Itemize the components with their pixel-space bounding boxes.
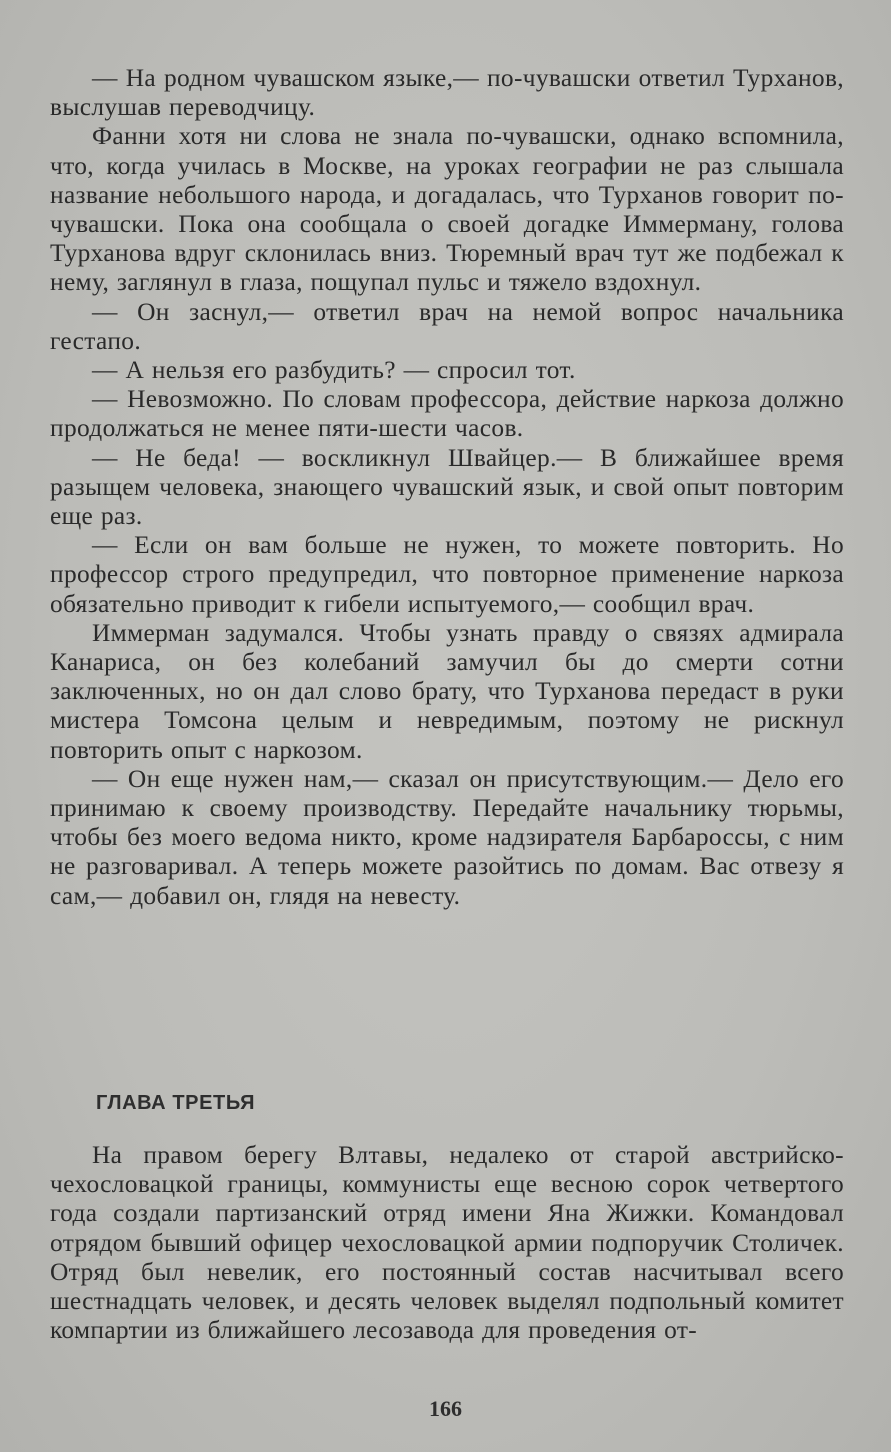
chapter-text-block <box>50 1141 844 1345</box>
paragraph: — А нельзя его разбудить? — спросил тот. <box>92 356 576 385</box>
paragraph: — Не беда! — воскликнул Швайцер.— В ближайшее время разыщем человека, знающего чувашский язык, и свой опыт повторим еще раз. <box>50 443 844 531</box>
paragraph: — На родном чувашском языке,— по-чувашски ответил Турханов, выслушав переводчицу. <box>50 64 844 122</box>
paragraph: На правом берегу Влтавы, недалеко от старой австрийско-чехословацкой границы, коммунисты еще весною сорок четвертого года создали партизанский отряд имени Яна Жижки. Командовал отрядом бывший офицер чехословацкой армии подпоручик Столичек. Отряд был невелик, его постоянный состав насчитывал всего шестнадцать человек, и десять человек выделял подпольный комитет компартии из ближайшего лесозавода для проведения от- <box>50 1141 844 1345</box>
main-text-block <box>50 64 844 911</box>
paragraph: — Если он вам больше не нужен, то можете повторить. Но профессор строго предупредил, что повторное применение наркоза обязательно приводит к гибели испытуемого,— сообщил врач. <box>50 531 844 618</box>
paragraph: Фанни хотя ни слова не знала по-чувашски, однако вспомнила, что, когда училась в Москве, на уроках географии не раз слышала название небольшого народа, и догадалась, что Турханов говорит по-чувашски. Пока она сообщала о своей догадке Иммерману, голова Турханова вдруг склонилась вниз. Тюремный врач тут же подбежал к нему, заглянул в глаза, пощупал пульс и тяжело вздохнул. <box>50 122 844 297</box>
paragraph: — Невозможно. По словам профессора, действие наркоза должно продолжаться не менее пяти-шести часов. <box>50 385 844 443</box>
paragraph: Иммерман задумался. Чтобы узнать правду о связях адмирала Канариса, он без колебаний замучил бы до смерти сотни заключенных, но он дал слово брату, что Турханова передаст в руки мистера Томсона целым и невредимым, поэтому не рискнул повторить опыт с наркозом. <box>50 618 844 764</box>
paragraph: — Он еще нужен нам,— сказал он присутствующим.— Дело его принимаю к своему производству. Передайте начальнику тюрьмы, чтобы без моего ведома никто, кроме надзирателя Барбароссы, с ним не разговаривал. А теперь можете разойтись по домам. Вас отвезу я сам,— добавил он, глядя на невесту. <box>50 764 844 910</box>
page-number: 166 <box>429 1396 462 1421</box>
chapter-heading: ГЛАВА ТРЕТЬЯ <box>96 1092 256 1114</box>
paragraph: — Он заснул,— ответил врач на немой вопрос начальника гестапо. <box>50 297 844 355</box>
